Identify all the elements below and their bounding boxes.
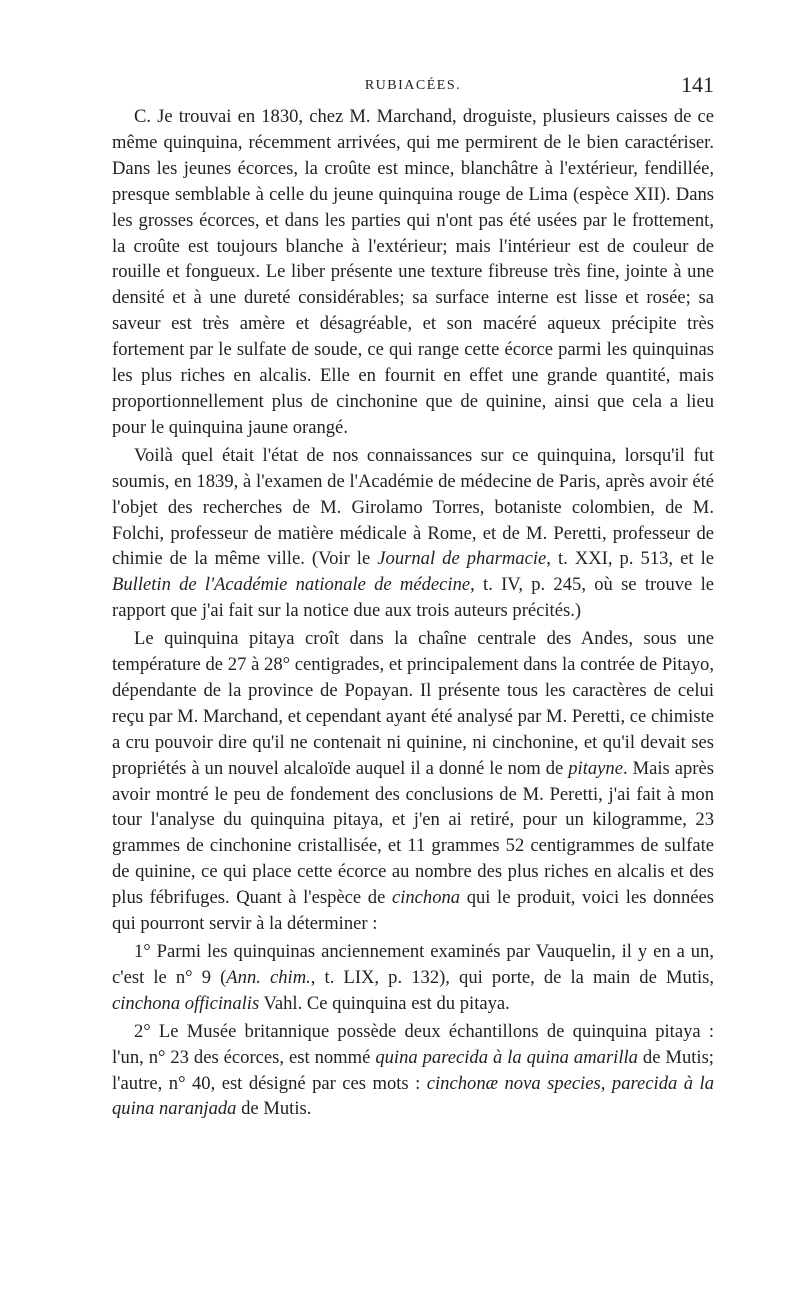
text-run: Vahl. Ce quinquina est du pitaya.	[259, 992, 510, 1014]
italic-text: pitayne	[568, 757, 623, 779]
text-run: de Mutis; l'autre, n° 40, est désigné par ces mots :	[112, 1046, 714, 1094]
text-run: Le quinquina pitaya croît dans la chaîne centrale des Andes, sous une température de 27 à 28° centigrades, et principalement dans la contrée de Pitayo, dépendante de la province de Popayan. Il présente tous les caractères de celui reçu par M. Marchand, et cependant ayant été analysé par M. Peretti, ce chimiste a cru pouvoir dire qu'il ne contenait ni quinine, ni cinchonine, et qu'il devait ses propriétés à un nouvel alcaloïde auquel il a donné le nom de	[112, 628, 714, 779]
italic-text: Bulletin de l'Académie nationale de médecine	[112, 574, 471, 596]
text-run: 1° Parmi les quinquinas anciennement examinés par Vauquelin, il y en a un, c'est le n° 9 (	[112, 941, 714, 988]
paragraph-3	[112, 626, 714, 937]
page-number: 141	[681, 72, 714, 97]
text-run: 2° Le Musée britannique possède deux échantillons de quinquina pitaya : l'un, n° 23 des écorces, est nommé	[112, 1020, 714, 1068]
text-run: C. Je trouvai en 1830, chez M. Marchand, droguiste, plusieurs caisses de ce même quinquina, récemment arrivées, qui me permirent de le bien caractériser. Dans les jeunes écorces, la croûte est mince, blanchâtre à l'extérieur, fendillée, presque semblable à celle du jeune quinquina rouge de Lima (espèce XII). Dans les grosses écorces, et dans les parties qui n'ont pas été usées par le frottement, la croûte est toujours blanche à l'extérieur; mais l'intérieur est de couleur de rouille et fongueux. Le liber présente une texture fibreuse très fine, jointe à une densité et à une dureté considérables; sa surface interne est lisse et rosée; sa saveur est très amère et désagréable, et son macéré aqueux précipite très fortement par le sulfate de soude, ce qui range cette écorce parmi les quinquinas les plus riches en alcalis. Elle en fournit en effet une grande quantité, mais proportionnellement plus de cinchonine que de quinine, ainsi que cela a lieu pour le quinquina jaune orangé.	[112, 106, 714, 438]
text-run: , t. IV, p. 245, où se trouve le rapport que j'ai fait sur la notice due aux trois auteurs précités.)	[112, 574, 714, 622]
paragraph-4	[112, 939, 714, 1017]
italic-text: cinchona officinalis	[112, 992, 260, 1014]
italic-text: Ann. chim.	[226, 966, 311, 988]
body-text	[112, 104, 714, 1122]
italic-text: Journal de pharmacie	[377, 548, 547, 570]
running-title: RUBIACÉES.	[364, 78, 462, 93]
book-page	[112, 68, 714, 1122]
text-run: , t. LIX, p. 132), qui porte, de la main de Mutis,	[310, 966, 714, 988]
running-head	[112, 68, 714, 98]
italic-text: quina parecida à la quina amarilla	[375, 1046, 638, 1068]
text-run: . Mais après avoir montré le peu de fondement des conclusions de M. Peretti, j'ai fait à mon tour l'analyse du quinquina pitaya, et j'en ai retiré, pour un kilogramme, 23 grammes de cinchonine cristallisée, et 11 grammes 52 centigrammes de sulfate de quinine, ce qui place cette écorce au nombre des plus riches en alcalis et des plus fébrifuges. Quant à l'espèce de	[112, 757, 714, 909]
paragraph-5	[112, 1019, 714, 1123]
italic-text: cinchona	[391, 887, 461, 909]
paragraph-2	[112, 443, 714, 624]
text-run: de Mutis.	[236, 1098, 312, 1120]
text-run: qui le produit, voici les données qui pourront servir à la déterminer :	[112, 887, 714, 935]
text-run: , t. XXI, p. 513, et le	[546, 548, 715, 570]
italic-text: cinchonæ nova species, parecida à la quina naranjada	[112, 1072, 715, 1120]
text-run: Voilà quel était l'état de nos connaissances sur ce quinquina, lorsqu'il fut soumis, en 1839, à l'examen de l'Académie de médecine de Paris, après avoir été l'objet des recherches de M. Girolamo Torres, botaniste colombien, de M. Folchi, professeur de matière médicale à Rome, et de M. Peretti, professeur de chimie de la même ville. (Voir le	[112, 444, 714, 570]
paragraph-1	[112, 104, 714, 441]
